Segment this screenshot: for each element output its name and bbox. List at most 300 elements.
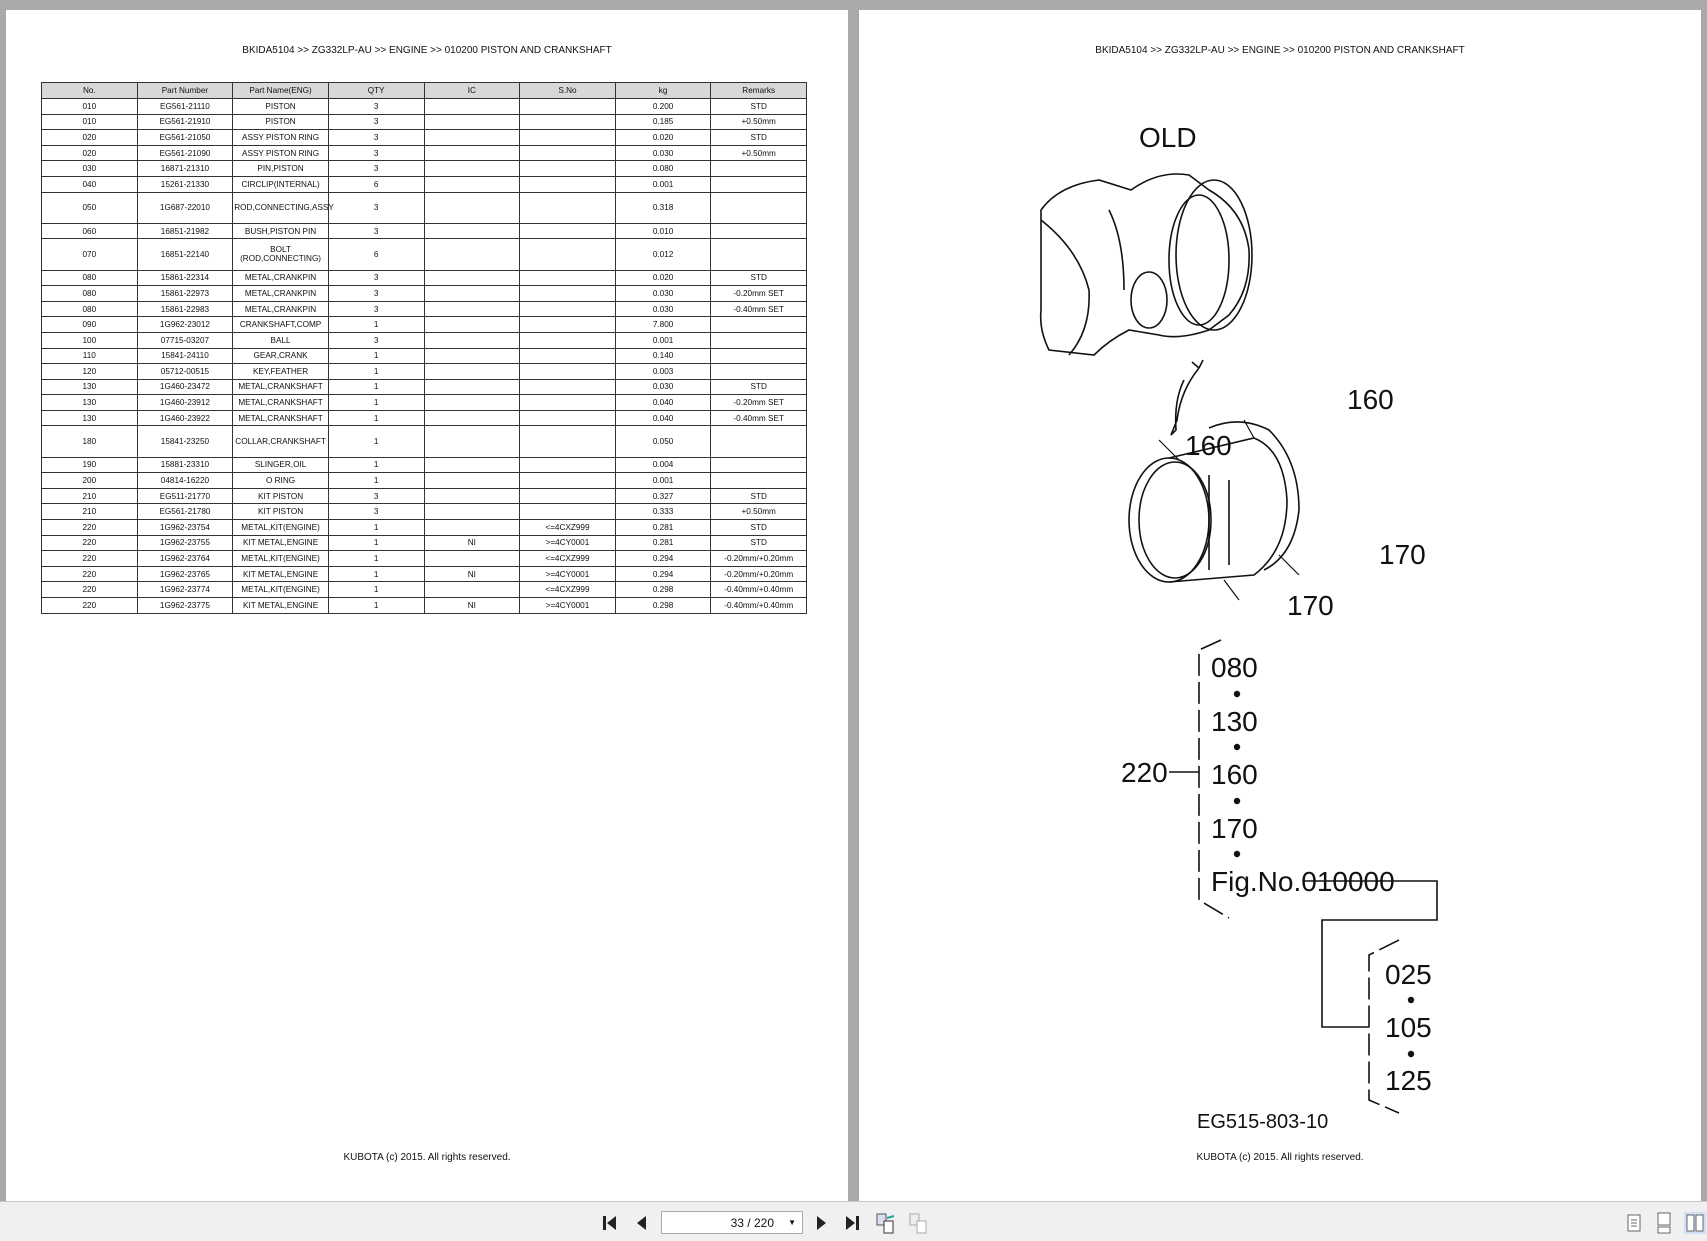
table-row <box>42 582 807 598</box>
forward-view-icon <box>908 1212 930 1234</box>
table-cell: 210 <box>42 488 138 504</box>
table-cell <box>424 332 520 348</box>
table-cell: 0.020 <box>615 270 711 286</box>
table-cell <box>520 192 616 223</box>
table-cell: PISTON <box>233 114 329 130</box>
single-page-view-button[interactable] <box>1624 1212 1644 1234</box>
table-cell <box>711 332 807 348</box>
label-130: 130 <box>1211 706 1258 737</box>
table-cell: BUSH,PISTON PIN <box>233 223 329 239</box>
continuous-view-button[interactable] <box>1654 1212 1674 1234</box>
table-cell: NI <box>424 566 520 582</box>
table-cell: 3 <box>328 270 424 286</box>
go-back-view-button[interactable] <box>874 1212 898 1234</box>
label-025: 025 <box>1385 959 1432 990</box>
table-cell: 1 <box>328 379 424 395</box>
table-cell: ROD,CONNECTING,ASSY <box>233 192 329 223</box>
table-cell: 080 <box>42 270 138 286</box>
table-cell: EG561-21090 <box>137 145 233 161</box>
table-row <box>42 145 807 161</box>
label-125: 125 <box>1385 1065 1432 1096</box>
table-cell <box>711 348 807 364</box>
table-cell <box>520 457 616 473</box>
table-cell: 15881-23310 <box>137 457 233 473</box>
table-cell: 3 <box>328 488 424 504</box>
table-header-row <box>42 83 807 99</box>
table-cell <box>520 301 616 317</box>
table-cell: METAL,CRANKPIN <box>233 270 329 286</box>
table-cell: 200 <box>42 473 138 489</box>
table-cell: 3 <box>328 99 424 115</box>
table-cell: 1G460-23922 <box>137 410 233 426</box>
label-160: 160 <box>1211 759 1258 790</box>
table-cell <box>711 364 807 380</box>
table-cell: 1 <box>328 395 424 411</box>
table-cell: 010 <box>42 114 138 130</box>
table-row <box>42 223 807 239</box>
table-cell <box>424 145 520 161</box>
page-footer: KUBOTA (c) 2015. All rights reserved. <box>343 1152 511 1163</box>
table-cell: 15841-24110 <box>137 348 233 364</box>
page-right <box>859 10 1701 1201</box>
table-cell: 3 <box>328 332 424 348</box>
table-cell: -0.40mm/+0.40mm <box>711 598 807 614</box>
table-cell: 0.040 <box>615 395 711 411</box>
table-cell: 0.001 <box>615 176 711 192</box>
table-row <box>42 426 807 457</box>
table-cell: STD <box>711 535 807 551</box>
table-cell: 130 <box>42 395 138 411</box>
table-cell: 3 <box>328 301 424 317</box>
table-cell <box>424 239 520 270</box>
table-row <box>42 286 807 302</box>
label-170: 170 <box>1287 590 1334 621</box>
continuous-page-icon <box>1657 1212 1671 1234</box>
table-cell: COLLAR,CRANKSHAFT <box>233 426 329 457</box>
table-cell <box>424 488 520 504</box>
table-cell <box>424 301 520 317</box>
table-cell: CRANKSHAFT,COMP <box>233 317 329 333</box>
table-cell <box>520 317 616 333</box>
table-row <box>42 270 807 286</box>
page-breadcrumb: BKIDA5104 >> ZG332LP-AU >> ENGINE >> 010200 PISTON AND CRANKSHAFT <box>1095 45 1465 56</box>
page-number-value: 33 / 220 <box>730 1215 774 1230</box>
table-cell: 0.281 <box>615 535 711 551</box>
table-cell: 1 <box>328 535 424 551</box>
table-cell <box>424 114 520 130</box>
table-row <box>42 379 807 395</box>
table-cell: METAL,CRANKSHAFT <box>233 410 329 426</box>
column-header: Part Number <box>137 83 233 99</box>
column-header: IC <box>424 83 520 99</box>
table-cell: 1G962-23764 <box>137 551 233 567</box>
table-cell <box>520 395 616 411</box>
table-cell: 1G460-23912 <box>137 395 233 411</box>
table-cell <box>520 348 616 364</box>
table-cell: 080 <box>42 301 138 317</box>
table-cell: 3 <box>328 161 424 177</box>
table-cell: PIN,PISTON <box>233 161 329 177</box>
table-cell: 110 <box>42 348 138 364</box>
table-cell <box>711 426 807 457</box>
table-cell <box>520 239 616 270</box>
table-row <box>42 566 807 582</box>
table-row <box>42 598 807 614</box>
table-cell: NI <box>424 535 520 551</box>
table-cell: 130 <box>42 410 138 426</box>
table-cell: 1G962-23765 <box>137 566 233 582</box>
table-cell: 1 <box>328 364 424 380</box>
page-number-input[interactable] <box>661 1211 803 1234</box>
table-cell: KIT PISTON <box>233 488 329 504</box>
table-row <box>42 192 807 223</box>
table-cell: STD <box>711 379 807 395</box>
table-cell <box>424 348 520 364</box>
table-cell: 0.030 <box>615 379 711 395</box>
diagram-code: EG515-803-10 <box>1197 1111 1329 1133</box>
parts-table <box>41 82 807 614</box>
table-cell: METAL,KIT(ENGINE) <box>233 582 329 598</box>
table-cell: 0.030 <box>615 145 711 161</box>
last-page-button[interactable] <box>842 1212 862 1234</box>
table-cell: -0.40mm SET <box>711 301 807 317</box>
table-cell <box>520 364 616 380</box>
table-cell: STD <box>711 130 807 146</box>
table-cell: 030 <box>42 161 138 177</box>
table-cell: METAL,CRANKSHAFT <box>233 395 329 411</box>
table-cell: 0.001 <box>615 332 711 348</box>
table-cell: 220 <box>42 582 138 598</box>
back-view-icon <box>875 1212 897 1234</box>
table-cell: 05712-00515 <box>137 364 233 380</box>
table-cell: STD <box>711 99 807 115</box>
table-cell: <=4CXZ999 <box>520 551 616 567</box>
table-cell <box>424 410 520 426</box>
table-cell: METAL,CRANKSHAFT <box>233 379 329 395</box>
table-cell: +0.50mm <box>711 504 807 520</box>
table-cell: 1G962-23774 <box>137 582 233 598</box>
table-cell: 6 <box>328 239 424 270</box>
table-row <box>42 488 807 504</box>
label-170: 170 <box>1379 539 1426 570</box>
table-cell: <=4CXZ999 <box>520 582 616 598</box>
table-cell <box>520 270 616 286</box>
label-old: OLD <box>1139 122 1197 153</box>
table-cell <box>424 426 520 457</box>
table-cell: 1G962-23775 <box>137 598 233 614</box>
table-cell: 15841-23250 <box>137 426 233 457</box>
next-page-button[interactable] <box>814 1212 830 1234</box>
table-cell: 3 <box>328 114 424 130</box>
table-cell <box>424 379 520 395</box>
table-cell: 0.020 <box>615 130 711 146</box>
table-cell <box>711 192 807 223</box>
first-page-icon <box>602 1214 618 1232</box>
table-cell: 100 <box>42 332 138 348</box>
table-cell: 1G962-23755 <box>137 535 233 551</box>
table-cell: 180 <box>42 426 138 457</box>
table-row <box>42 161 807 177</box>
table-cell <box>424 130 520 146</box>
table-cell: 020 <box>42 130 138 146</box>
table-cell <box>520 410 616 426</box>
table-cell: 1 <box>328 348 424 364</box>
table-cell <box>424 504 520 520</box>
table-cell: -0.40mm SET <box>711 410 807 426</box>
table-cell: METAL,KIT(ENGINE) <box>233 551 329 567</box>
table-cell: -0.20mm/+0.20mm <box>711 551 807 567</box>
table-cell: 060 <box>42 223 138 239</box>
table-cell: 0.040 <box>615 410 711 426</box>
table-cell <box>520 332 616 348</box>
column-header: kg <box>615 83 711 99</box>
table-cell <box>711 176 807 192</box>
table-cell: 6 <box>328 176 424 192</box>
two-page-icon <box>1686 1213 1704 1233</box>
table-cell: <=4CXZ999 <box>520 520 616 536</box>
table-cell: EG561-21780 <box>137 504 233 520</box>
table-cell <box>424 161 520 177</box>
table-cell <box>424 551 520 567</box>
table-cell: 220 <box>42 598 138 614</box>
table-cell: NI <box>424 598 520 614</box>
table-cell: 0.200 <box>615 99 711 115</box>
table-cell: CIRCLIP(INTERNAL) <box>233 176 329 192</box>
table-cell: -0.40mm/+0.40mm <box>711 582 807 598</box>
table-cell: 0.030 <box>615 301 711 317</box>
table-cell: BALL <box>233 332 329 348</box>
label-080: 080 <box>1211 652 1258 683</box>
table-row <box>42 364 807 380</box>
table-cell: 0.294 <box>615 566 711 582</box>
table-cell: KIT METAL,ENGINE <box>233 598 329 614</box>
table-cell: ASSY PISTON RING <box>233 130 329 146</box>
table-cell: 0.003 <box>615 364 711 380</box>
table-cell: 120 <box>42 364 138 380</box>
table-cell: 16851-21982 <box>137 223 233 239</box>
table-cell: 0.080 <box>615 161 711 177</box>
table-cell: SLINGER,OIL <box>233 457 329 473</box>
table-cell: 3 <box>328 504 424 520</box>
table-cell: 1G962-23754 <box>137 520 233 536</box>
table-cell: 1 <box>328 520 424 536</box>
table-cell <box>520 176 616 192</box>
table-row <box>42 535 807 551</box>
table-cell: 0.298 <box>615 598 711 614</box>
table-cell: >=4CY0001 <box>520 566 616 582</box>
label-105: 105 <box>1385 1012 1432 1043</box>
table-cell <box>424 364 520 380</box>
table-cell: KEY,FEATHER <box>233 364 329 380</box>
pdf-toolbar <box>0 1201 1707 1241</box>
label-170: 170 <box>1211 813 1258 844</box>
table-cell <box>424 457 520 473</box>
table-row <box>42 504 807 520</box>
table-cell: KIT PISTON <box>233 504 329 520</box>
table-cell <box>520 379 616 395</box>
table-cell: 090 <box>42 317 138 333</box>
table-row <box>42 410 807 426</box>
table-cell: O RING <box>233 473 329 489</box>
table-cell: STD <box>711 520 807 536</box>
single-page-icon <box>1627 1213 1641 1233</box>
table-cell: 0.030 <box>615 286 711 302</box>
table-cell: 3 <box>328 130 424 146</box>
table-cell: STD <box>711 488 807 504</box>
table-cell: 3 <box>328 192 424 223</box>
previous-page-button[interactable] <box>632 1212 650 1234</box>
table-cell: 0.185 <box>615 114 711 130</box>
table-cell: 1 <box>328 317 424 333</box>
table-cell: -0.20mm/+0.20mm <box>711 566 807 582</box>
table-cell: 0.001 <box>615 473 711 489</box>
table-cell: 16871-21310 <box>137 161 233 177</box>
table-cell: STD <box>711 270 807 286</box>
table-cell: 7.800 <box>615 317 711 333</box>
table-cell <box>711 223 807 239</box>
table-cell <box>520 145 616 161</box>
table-cell: 1 <box>328 410 424 426</box>
table-cell <box>424 317 520 333</box>
table-cell <box>711 473 807 489</box>
table-cell <box>711 239 807 270</box>
chevron-down-icon[interactable]: ▼ <box>788 1218 796 1227</box>
table-row <box>42 473 807 489</box>
table-cell <box>424 99 520 115</box>
table-row <box>42 301 807 317</box>
table-cell: PISTON <box>233 99 329 115</box>
table-cell: 220 <box>42 520 138 536</box>
table-cell: 070 <box>42 239 138 270</box>
table-cell: 1G460-23472 <box>137 379 233 395</box>
table-cell <box>424 192 520 223</box>
table-cell: 15861-22973 <box>137 286 233 302</box>
table-cell: 3 <box>328 223 424 239</box>
table-cell: 050 <box>42 192 138 223</box>
table-row <box>42 551 807 567</box>
table-cell: METAL,CRANKPIN <box>233 301 329 317</box>
table-cell <box>711 317 807 333</box>
table-cell: -0.20mm SET <box>711 395 807 411</box>
table-cell: 1 <box>328 457 424 473</box>
table-row <box>42 130 807 146</box>
table-cell: 15861-22983 <box>137 301 233 317</box>
table-cell <box>424 223 520 239</box>
table-cell: EG561-21050 <box>137 130 233 146</box>
table-cell <box>711 457 807 473</box>
table-cell: 3 <box>328 145 424 161</box>
table-cell: ASSY PISTON RING <box>233 145 329 161</box>
table-row <box>42 395 807 411</box>
table-cell: 040 <box>42 176 138 192</box>
two-page-view-button[interactable] <box>1684 1212 1706 1234</box>
table-cell: 16851-22140 <box>137 239 233 270</box>
table-cell: >=4CY0001 <box>520 598 616 614</box>
table-cell: 1 <box>328 551 424 567</box>
table-cell: >=4CY0001 <box>520 535 616 551</box>
table-cell <box>520 286 616 302</box>
table-row <box>42 348 807 364</box>
table-cell: -0.20mm SET <box>711 286 807 302</box>
table-cell: BOLT (ROD,CONNECTING) <box>233 239 329 270</box>
table-cell: 0.318 <box>615 192 711 223</box>
table-cell: 0.010 <box>615 223 711 239</box>
page-breadcrumb: BKIDA5104 >> ZG332LP-AU >> ENGINE >> 010200 PISTON AND CRANKSHAFT <box>242 45 612 56</box>
table-cell: 0.298 <box>615 582 711 598</box>
table-cell: 0.012 <box>615 239 711 270</box>
page-left <box>6 10 848 1201</box>
go-forward-view-button[interactable] <box>907 1212 931 1234</box>
table-cell: 0.294 <box>615 551 711 567</box>
table-cell: KIT METAL,ENGINE <box>233 566 329 582</box>
last-page-icon <box>844 1214 860 1232</box>
table-cell <box>520 223 616 239</box>
table-cell: 210 <box>42 504 138 520</box>
table-row <box>42 317 807 333</box>
table-cell: 07715-03207 <box>137 332 233 348</box>
column-header: No. <box>42 83 138 99</box>
table-cell <box>424 582 520 598</box>
table-row <box>42 332 807 348</box>
table-cell: 0.333 <box>615 504 711 520</box>
label-fig-no: Fig.No.010000 <box>1211 866 1395 897</box>
table-cell: 130 <box>42 379 138 395</box>
table-cell <box>520 504 616 520</box>
table-cell: 0.140 <box>615 348 711 364</box>
next-page-icon <box>816 1214 828 1232</box>
table-row <box>42 176 807 192</box>
previous-page-icon <box>635 1214 647 1232</box>
label-160: 160 <box>1185 430 1232 461</box>
table-cell: 010 <box>42 99 138 115</box>
table-cell: 0.050 <box>615 426 711 457</box>
table-cell: METAL,KIT(ENGINE) <box>233 520 329 536</box>
table-cell <box>520 473 616 489</box>
table-cell: 1 <box>328 426 424 457</box>
table-cell: KIT METAL,ENGINE <box>233 535 329 551</box>
table-cell: 15261-21330 <box>137 176 233 192</box>
table-cell <box>711 161 807 177</box>
crankshaft-illustration <box>1041 174 1252 435</box>
table-cell: 15861-22314 <box>137 270 233 286</box>
column-header: Remarks <box>711 83 807 99</box>
table-row <box>42 239 807 270</box>
table-cell: +0.50mm <box>711 114 807 130</box>
table-cell: 1 <box>328 582 424 598</box>
table-cell: 220 <box>42 535 138 551</box>
table-cell: 1 <box>328 598 424 614</box>
table-cell: 220 <box>42 566 138 582</box>
table-cell <box>520 426 616 457</box>
table-cell <box>424 176 520 192</box>
table-cell: 190 <box>42 457 138 473</box>
first-page-button[interactable] <box>600 1212 620 1234</box>
table-cell: GEAR,CRANK <box>233 348 329 364</box>
table-cell: 020 <box>42 145 138 161</box>
table-row <box>42 457 807 473</box>
table-row <box>42 99 807 115</box>
table-cell: METAL,CRANKPIN <box>233 286 329 302</box>
table-cell: 0.281 <box>615 520 711 536</box>
table-cell <box>520 130 616 146</box>
table-cell <box>520 488 616 504</box>
table-row <box>42 114 807 130</box>
table-cell: 3 <box>328 286 424 302</box>
table-cell: 1G962-23012 <box>137 317 233 333</box>
table-cell <box>520 99 616 115</box>
table-cell: 220 <box>42 551 138 567</box>
table-cell: 04814-16220 <box>137 473 233 489</box>
